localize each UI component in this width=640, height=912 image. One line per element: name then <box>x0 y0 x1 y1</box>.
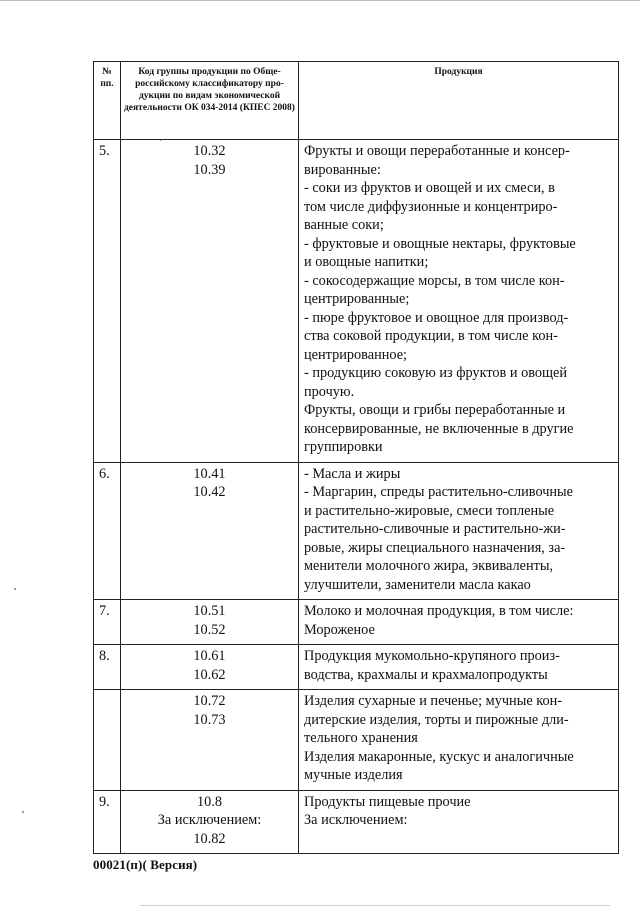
row-codes <box>121 600 299 645</box>
code-line: 10.42 <box>193 484 226 500</box>
table-body <box>94 140 619 854</box>
product-line: - сокосодержащие морсы, в том числе кон- <box>304 272 565 289</box>
product-line: За исключением: <box>304 812 408 828</box>
product-line: центрированные; <box>304 291 410 307</box>
code-line: 10.39 <box>193 161 226 178</box>
product-line: водства, крахмалы и крахмалопродукты <box>304 666 548 683</box>
product-line: том числе диффузионные и концентриро- <box>304 198 558 215</box>
header-code: Код группы продукции по Обще-российскому классификатору про-дукции по видам экономической деятельности ОК 034-2014 (КПЕС 2008) <box>121 62 299 140</box>
product-line: Молоко и молочная продукция, в том числе: <box>304 603 574 619</box>
product-line: и растительно-жировые, смеси топленые <box>304 502 555 519</box>
row-codes <box>121 690 299 791</box>
table-row <box>94 690 619 791</box>
row-number: 9. <box>94 790 121 854</box>
row-product <box>299 645 619 690</box>
product-line: - соки из фруктов и овощей и их смеси, в <box>304 180 555 196</box>
row-product <box>299 600 619 645</box>
row-product <box>299 462 619 600</box>
product-line: ства соковой продукции, в том числе кон- <box>304 328 558 344</box>
code-line: 10.41 <box>193 465 226 482</box>
scan-edge-bottom <box>140 905 610 906</box>
code-line: 10.72 <box>193 693 226 709</box>
table-row <box>94 600 619 645</box>
code-line: 10.62 <box>193 666 226 683</box>
product-line: - фруктовые и овощные нектары, фруктовые <box>304 235 576 252</box>
product-line: дитерские изделия, торты и пирожные дли- <box>304 711 569 728</box>
product-line: Изделия сухарные и печенье; мучные кон- <box>304 693 563 709</box>
document-footer-id: 00021(п)( Версия) <box>93 857 198 872</box>
code-line: За исключением: <box>157 812 262 828</box>
row-codes <box>121 140 299 463</box>
product-line: Продукты пищевые прочие <box>304 793 471 810</box>
table-row <box>94 140 619 463</box>
code-line: 10.73 <box>193 711 226 728</box>
code-line: 10.51 <box>193 603 226 619</box>
table-row <box>94 462 619 600</box>
table-row <box>94 790 619 854</box>
product-line: Фрукты, овощи и грибы переработанные и <box>304 402 566 418</box>
row-product <box>299 790 619 854</box>
header-product: Продукция <box>299 62 619 140</box>
row-number <box>94 690 121 791</box>
scan-edge-top <box>0 0 640 1</box>
products-table <box>93 61 619 854</box>
product-line: - Маргарин, спреды растительно-сливочные <box>304 484 574 500</box>
table-row <box>94 645 619 690</box>
product-line: вированные: <box>304 161 381 178</box>
product-line: тельного хранения <box>304 730 418 746</box>
code-line: 10.82 <box>193 830 226 847</box>
product-line: Фрукты и овощи переработанные и консер- <box>304 143 570 159</box>
header-num: № пп. <box>94 62 121 140</box>
product-line: ванные соки; <box>304 217 384 233</box>
table-header <box>94 62 619 140</box>
product-line: и овощные напитки; <box>304 254 429 270</box>
row-product <box>299 140 619 463</box>
row-codes <box>121 645 299 690</box>
product-line: растительно-сливочные и растительно-жи- <box>304 521 566 537</box>
row-number: 8. <box>94 645 121 690</box>
row-number: 5. <box>94 140 121 463</box>
scan-speck <box>14 588 16 590</box>
code-line: 10.61 <box>193 648 226 664</box>
product-line: прочую. <box>304 383 355 400</box>
product-line: - продукцию соковую из фруктов и овощей <box>304 365 568 381</box>
code-line: 10.32 <box>193 143 226 159</box>
row-number: 6. <box>94 462 121 600</box>
product-line: Мороженое <box>304 621 375 638</box>
scan-speck <box>22 811 24 813</box>
row-number: 7. <box>94 600 121 645</box>
product-line: центрированное; <box>304 346 408 363</box>
product-line: Продукция мукомольно-крупяного произ- <box>304 648 560 664</box>
row-codes <box>121 462 299 600</box>
product-line: ровые, жиры специального назначения, за- <box>304 539 566 556</box>
row-product <box>299 690 619 791</box>
product-line: - Масла и жиры <box>304 465 401 482</box>
code-line: 10.52 <box>193 621 226 638</box>
product-line: менители молочного жира, эквиваленты, <box>304 558 554 574</box>
product-line: мучные изделия <box>304 767 403 783</box>
product-line: улучшители, заменители масла какао <box>304 576 531 593</box>
code-line: 10.8 <box>196 793 223 810</box>
product-line: консервированные, не включенные в другие <box>304 420 574 437</box>
product-line: Изделия макаронные, кускус и аналогичные <box>304 748 574 765</box>
row-codes <box>121 790 299 854</box>
product-line: группировки <box>304 439 383 455</box>
product-line: - пюре фруктовое и овощное для производ- <box>304 309 569 326</box>
